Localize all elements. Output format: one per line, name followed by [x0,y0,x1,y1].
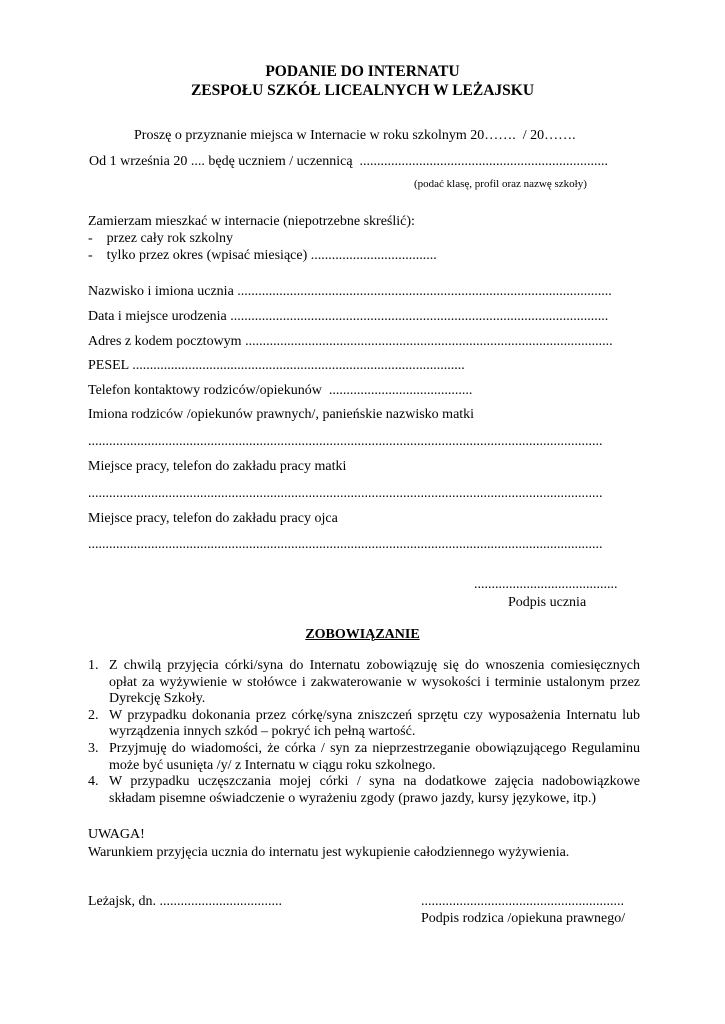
place-date-field: Leżajsk, dn. ................................... [88,894,283,909]
obligation-item-text: W przypadku uczęszczania mojej córki / syna na dodatkowe zajęcia nadobowiązkowe składam pisemne oświadczenie o wyrażeniu zgody (prawo jazdy, kursy językowe, itp.) [109,774,640,806]
parent-signature-label: Podpis rodzica /opiekuna prawnego/ [421,911,626,926]
field-father-work-line: ................................................................................................................................................... [88,537,603,552]
obligation-item [88,658,640,708]
request-school-year: Proszę o przyznanie miejsca w Internacie w roku szkolnym 20……. / 20……. [134,128,576,143]
student-signature-line: ......................................... [474,577,618,592]
obligation-item-number: 2. [88,707,99,723]
stay-option-full-year: - przez cały rok szkolny [88,231,233,246]
obligation-item-number: 1. [88,658,99,673]
field-father-work: Miejsce pracy, telefon do zakładu pracy ojca [88,511,338,526]
obligation-item-number: 4. [88,774,99,790]
note-label: UWAGA! [88,827,145,842]
obligation-item [88,741,640,774]
field-student-name: Nazwisko i imiona ucznia ........................................................................................................... [88,284,612,299]
obligation-item [88,774,640,807]
obligation-heading: ZOBOWIĄZANIE [305,627,420,642]
obligation-item-number: 3. [88,740,99,756]
obligation-item-text: Z chwilą przyjęcia córki/syna do Internatu zobowiązuję się do wnoszenia comiesięcznych opłat za wyżywienie w stołówce i zakwaterowanie w wysokości i terminie ustalonym przez Dyrekcję Szkoły. [109,658,640,707]
form-title-line2: ZESPOŁU SZKÓŁ LICEALNYCH W LEŻAJSKU [190,82,535,99]
obligation-item-text: Przyjmuję do wiadomości, że córka / syn za nieprzestrzeganie obowiązującego Regulaminu może być usunięta /y/ z Internatu w ciągu roku szkolnego. [109,740,640,773]
parent-signature-line: .......................................................... [421,894,624,909]
field-parents-phone: Telefon kontaktowy rodziców/opiekunów ......................................... [88,383,473,398]
student-signature-label: Podpis ucznia [508,595,587,610]
field-parents-names-line: ................................................................................................................................................... [88,434,603,449]
obligation-item-text: W przypadku dokonania przez córkę/syna zniszczeń sprzętu czy wyposażenia Internatu lub wyrządzenia innych szkód – pokryć ich pełną wartość. [109,707,640,740]
note-text: Warunkiem przyjęcia ucznia do internatu jest wykupienie całodziennego wyżywienia. [88,845,570,860]
request-hint: (podać klasę, profil oraz nazwę szkoły) [414,178,587,190]
stay-option-period: - tylko przez okres (wpisać miesiące) .................................... [88,248,437,263]
field-mother-work: Miejsce pracy, telefon do zakładu pracy matki [88,459,347,474]
request-start-date: Od 1 września 20 .... będę uczniem / uczennicą ....................................................................... [89,154,609,169]
form-title-line1: PODANIE DO INTERNATU [265,63,460,80]
obligation-item [88,708,640,741]
field-mother-work-line: ................................................................................................................................................... [88,486,603,501]
field-parents-names: Imiona rodziców /opiekunów prawnych/, panieńskie nazwisko matki [88,407,475,422]
field-pesel: PESEL ............................................................................................... [88,358,465,373]
obligation-list [88,658,640,807]
field-address: Adres z kodem pocztowym ......................................................................................................... [88,334,613,349]
stay-intro: Zamierzam mieszkać w internacie (niepotrzebne skreślić): [88,214,415,229]
field-birth-date-place: Data i miejsce urodzenia ............................................................................................................ [88,309,609,324]
